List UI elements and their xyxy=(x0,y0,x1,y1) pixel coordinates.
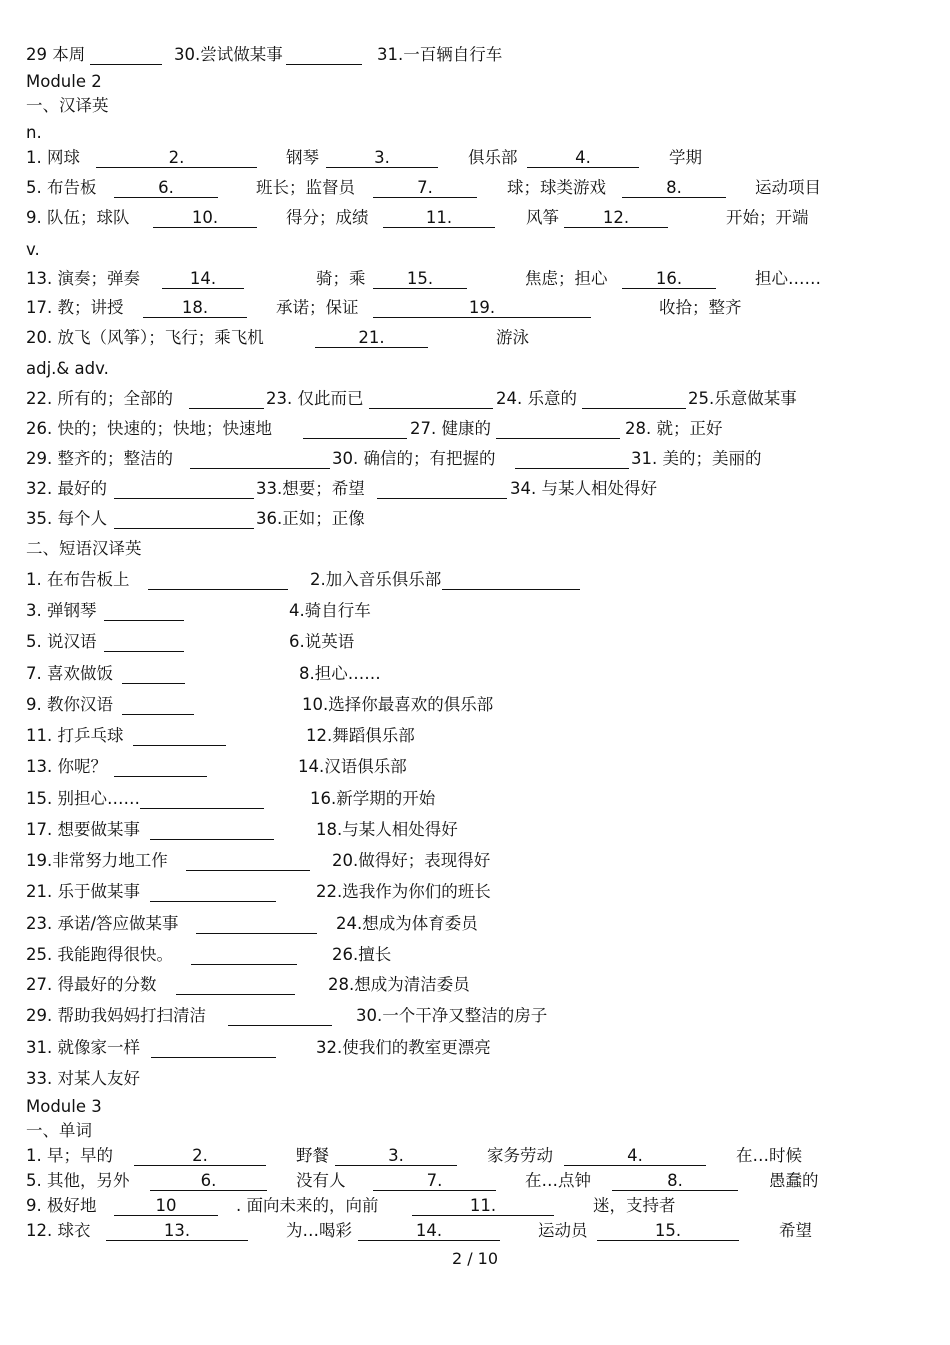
item-20: 20. 放飞（风筝）；飞行；乘飞机 xyxy=(26,328,264,347)
answer-blank[interactable] xyxy=(114,508,254,529)
item-9: 9. 队伍；球队 xyxy=(26,208,130,227)
answer-blank[interactable] xyxy=(133,725,226,746)
item-label: 没有人 xyxy=(296,1171,346,1190)
phrase-17: 17. 想要做某事 xyxy=(26,820,140,839)
nouns-label: n. xyxy=(26,123,42,142)
answer-blank[interactable] xyxy=(369,388,493,409)
phrase-2: 2.加入音乐俱乐部 xyxy=(310,570,442,589)
answer-blank[interactable] xyxy=(189,388,264,409)
phrase-11: 11. 打乒乓球 xyxy=(26,726,124,745)
phrase-8: 8.担心…… xyxy=(299,664,381,683)
answer-blank-6[interactable]: 6. xyxy=(114,177,218,198)
phrase-12: 12.舞蹈俱乐部 xyxy=(306,726,415,745)
answer-blank[interactable] xyxy=(140,788,264,809)
phrase-7: 7. 喜欢做饭 xyxy=(26,664,113,683)
answer-blank[interactable] xyxy=(150,881,276,902)
item-label: 运动项目 xyxy=(755,178,821,197)
item-31: 31.一百辆自行车 xyxy=(377,45,503,64)
phrase-9: 9. 教你汉语 xyxy=(26,695,113,714)
item-label: 迷，支持者 xyxy=(593,1196,676,1215)
module-2-title: Module 2 xyxy=(26,72,102,91)
answer-blank[interactable] xyxy=(496,418,620,439)
item-label: 开始；开端 xyxy=(726,208,809,227)
item-label: 得分；成绩 xyxy=(286,208,369,227)
item-label: 为…喝彩 xyxy=(286,1221,352,1240)
answer-blank[interactable] xyxy=(582,388,686,409)
item-label: 希望 xyxy=(779,1221,812,1240)
item-1: 1. 早；早的 xyxy=(26,1146,113,1165)
phrase-33: 33. 对某人友好 xyxy=(26,1069,140,1088)
item-label: 承诺；保证 xyxy=(276,298,359,317)
verbs-label: v. xyxy=(26,240,40,259)
answer-blank-8[interactable]: 8. xyxy=(622,177,726,198)
answer-blank-15[interactable]: 15. xyxy=(373,268,467,289)
item-28: 28. 就；正好 xyxy=(625,419,723,438)
phrase-23: 23. 承诺/答应做某事 xyxy=(26,914,179,933)
phrase-20: 20.做得好；表现得好 xyxy=(332,851,491,870)
module-3-title: Module 3 xyxy=(26,1097,102,1116)
item-13: 13. 演奏；弹奏 xyxy=(26,269,140,288)
answer-blank-21[interactable]: 21. xyxy=(315,327,428,348)
phrase-5: 5. 说汉语 xyxy=(26,632,97,651)
answer-blank-11[interactable]: 11. xyxy=(412,1195,554,1216)
item-label: 焦虑；担心 xyxy=(525,269,608,288)
module-3-section-1-title: 一、单词 xyxy=(26,1121,92,1140)
item-label: 收拾；整齐 xyxy=(659,298,742,317)
item-36: 36.正如；正像 xyxy=(256,509,365,528)
answer-blank[interactable] xyxy=(286,44,362,65)
item-label: 运动员 xyxy=(538,1221,588,1240)
item-27: 27. 健康的 xyxy=(410,419,491,438)
phrase-24: 24.想成为体育委员 xyxy=(336,914,478,933)
answer-blank-8[interactable]: 8. xyxy=(612,1170,738,1191)
answer-blank-7[interactable]: 7. xyxy=(373,1170,496,1191)
answer-blank-18[interactable]: 18. xyxy=(143,297,247,318)
phrase-28: 28.想成为清洁委员 xyxy=(328,975,470,994)
phrase-4: 4.骑自行车 xyxy=(289,601,371,620)
phrase-32: 32.使我们的教室更漂亮 xyxy=(316,1038,491,1057)
answer-blank[interactable] xyxy=(122,694,194,715)
item-label: 骑；乘 xyxy=(316,269,366,288)
phrase-19: 19.非常努力地工作 xyxy=(26,851,168,870)
item-35: 35. 每个人 xyxy=(26,509,107,528)
answer-blank[interactable] xyxy=(303,418,407,439)
adj-adv-label: adj.& adv. xyxy=(26,359,109,378)
phrase-18: 18.与某人相处得好 xyxy=(316,820,458,839)
item-25: 25.乐意做某事 xyxy=(688,389,797,408)
item-29: 29. 整齐的；整洁的 xyxy=(26,449,173,468)
phrase-22: 22.选我作为你们的班长 xyxy=(316,882,491,901)
phrase-27: 27. 得最好的分数 xyxy=(26,975,157,994)
answer-blank[interactable] xyxy=(114,756,207,777)
answer-blank-10[interactable]: 10. xyxy=(153,207,257,228)
section-1-title: 一、汉译英 xyxy=(26,96,109,115)
item-label: 学期 xyxy=(669,148,702,167)
answer-blank-16[interactable]: 16. xyxy=(622,268,716,289)
phrase-13: 13. 你呢？ xyxy=(26,757,107,776)
answer-blank[interactable] xyxy=(114,478,254,499)
answer-blank[interactable] xyxy=(90,44,162,65)
item-5: 5. 布告板 xyxy=(26,178,97,197)
section-2-title: 二、短语汉译英 xyxy=(26,539,142,558)
answer-blank[interactable] xyxy=(151,1037,276,1058)
answer-blank-10[interactable]: 10 xyxy=(114,1195,218,1216)
item-label: 家务劳动 xyxy=(487,1146,553,1165)
item-33: 33.想要；希望 xyxy=(256,479,365,498)
phrase-14: 14.汉语俱乐部 xyxy=(298,757,407,776)
item-label: 在…时候 xyxy=(736,1146,802,1165)
item-5: 5. 其他，另外 xyxy=(26,1171,130,1190)
answer-blank[interactable] xyxy=(104,600,184,621)
item-30: 30. 确信的；有把握的 xyxy=(332,449,496,468)
item-17: 17. 教；讲授 xyxy=(26,298,124,317)
answer-blank-13[interactable]: 13. xyxy=(106,1220,248,1241)
phrase-15: 15. 别担心…… xyxy=(26,789,140,808)
answer-blank[interactable] xyxy=(190,448,330,469)
item-1: 1. 网球 xyxy=(26,148,80,167)
answer-blank-6[interactable]: 6. xyxy=(150,1170,267,1191)
item-30: 30.尝试做某事 xyxy=(174,45,283,64)
answer-blank-4[interactable]: 4. xyxy=(564,1145,706,1166)
answer-blank[interactable] xyxy=(196,913,317,934)
item-12: 12. 球衣 xyxy=(26,1221,91,1240)
answer-blank-15[interactable]: 15. xyxy=(597,1220,739,1241)
phrase-6: 6.说英语 xyxy=(289,632,355,651)
answer-blank-2[interactable]: 2. xyxy=(96,147,257,168)
answer-blank-7[interactable]: 7. xyxy=(373,177,477,198)
answer-blank[interactable] xyxy=(104,631,184,652)
item-label: 俱乐部 xyxy=(468,148,518,167)
item-24: 24. 乐意的 xyxy=(496,389,577,408)
item-label: 班长；监督员 xyxy=(256,178,355,197)
answer-blank-4[interactable]: 4. xyxy=(527,147,639,168)
item-label: 钢琴 xyxy=(286,148,319,167)
phrase-16: 16.新学期的开始 xyxy=(310,789,436,808)
answer-blank[interactable] xyxy=(150,819,274,840)
answer-blank[interactable] xyxy=(377,478,507,499)
phrase-21: 21. 乐于做某事 xyxy=(26,882,140,901)
answer-blank-12[interactable]: 12. xyxy=(564,207,668,228)
answer-blank[interactable] xyxy=(442,569,580,590)
phrase-29: 29. 帮助我妈妈打扫清洁 xyxy=(26,1006,206,1025)
answer-blank-2[interactable]: 2. xyxy=(134,1145,266,1166)
item-label: . 面向未来的，向前 xyxy=(236,1196,379,1215)
answer-blank-19[interactable]: 19. xyxy=(373,297,591,318)
answer-blank[interactable] xyxy=(148,569,288,590)
answer-blank[interactable] xyxy=(228,1005,332,1026)
answer-blank-3[interactable]: 3. xyxy=(335,1145,457,1166)
item-29: 29 本周 xyxy=(26,45,86,64)
answer-blank[interactable] xyxy=(122,663,185,684)
item-label: 愚蠢的 xyxy=(769,1171,819,1190)
phrase-1: 1. 在布告板上 xyxy=(26,570,130,589)
phrase-31: 31. 就像家一样 xyxy=(26,1038,140,1057)
answer-blank-11[interactable]: 11. xyxy=(383,207,495,228)
item-23: 23. 仅此而已 xyxy=(266,389,364,408)
item-label: 担心…… xyxy=(755,269,821,288)
answer-blank[interactable] xyxy=(186,850,310,871)
item-label: 球；球类游戏 xyxy=(507,178,606,197)
phrase-3: 3. 弹钢琴 xyxy=(26,601,97,620)
answer-blank[interactable] xyxy=(191,944,297,965)
item-label: 游泳 xyxy=(496,328,529,347)
item-label: 野餐 xyxy=(296,1146,329,1165)
item-31: 31. 美的；美丽的 xyxy=(631,449,762,468)
answer-blank[interactable] xyxy=(515,448,629,469)
item-9: 9. 极好地 xyxy=(26,1196,97,1215)
phrase-25: 25. 我能跑得很快。 xyxy=(26,945,173,964)
item-label: 风筝 xyxy=(526,208,559,227)
phrase-30: 30.一个干净又整洁的房子 xyxy=(356,1006,548,1025)
phrase-26: 26.擅长 xyxy=(332,945,392,964)
answer-blank[interactable] xyxy=(176,974,295,995)
phrase-10: 10.选择你最喜欢的俱乐部 xyxy=(302,695,494,714)
answer-blank-14[interactable]: 14. xyxy=(358,1220,500,1241)
item-label: 在…点钟 xyxy=(525,1171,591,1190)
answer-blank-14[interactable]: 14. xyxy=(162,268,244,289)
page-number: 2 / 10 xyxy=(451,1249,499,1268)
item-34: 34. 与某人相处得好 xyxy=(510,479,657,498)
item-26: 26. 快的；快速的；快地；快速地 xyxy=(26,419,272,438)
item-22: 22. 所有的；全部的 xyxy=(26,389,173,408)
item-32: 32. 最好的 xyxy=(26,479,107,498)
answer-blank-3[interactable]: 3. xyxy=(326,147,438,168)
